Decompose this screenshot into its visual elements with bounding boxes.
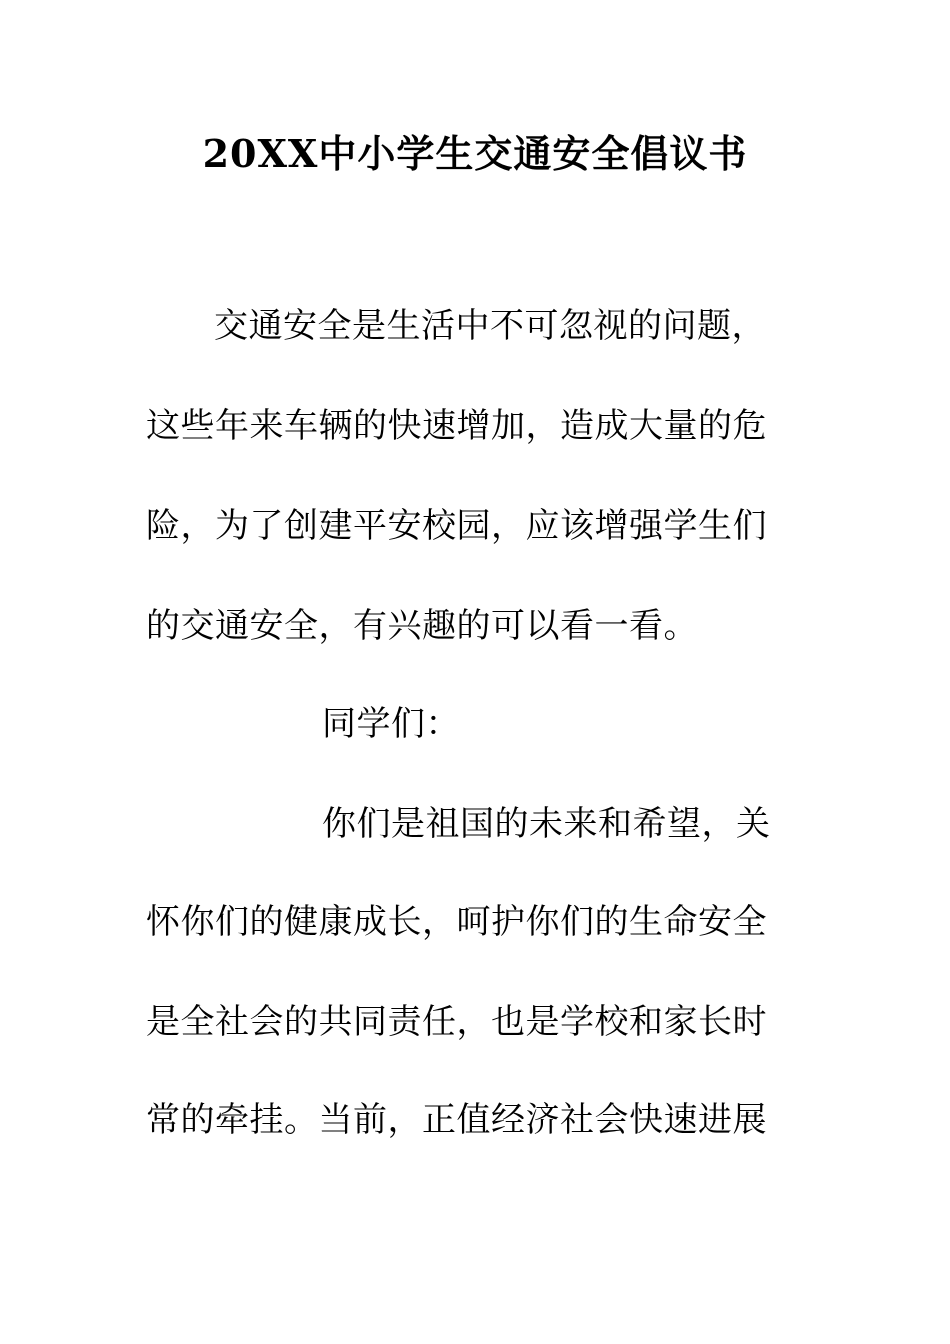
paragraph-line: 险，为了创建平安校园，应该增强学生们 xyxy=(146,506,767,546)
paragraph-line: 你们是祖国的未来和希望，关 xyxy=(322,804,771,844)
paragraph-line: 交通安全是生活中不可忽视的问题， xyxy=(214,306,766,346)
salutation-line: 同学们： xyxy=(322,704,460,744)
paragraph-line: 这些年来车辆的快速增加，造成大量的危 xyxy=(146,406,767,446)
paragraph-line: 的交通安全，有兴趣的可以看一看。 xyxy=(146,606,698,646)
paragraph-line: 是全社会的共同责任，也是学校和家长时 xyxy=(146,1002,767,1042)
document-title: 20XX中小学生交通安全倡议书 xyxy=(202,131,748,176)
paragraph-line: 常的牵挂。当前，正值经济社会快速进展 xyxy=(146,1100,767,1140)
paragraph-line: 怀你们的健康成长，呵护你们的生命安全 xyxy=(146,902,767,942)
